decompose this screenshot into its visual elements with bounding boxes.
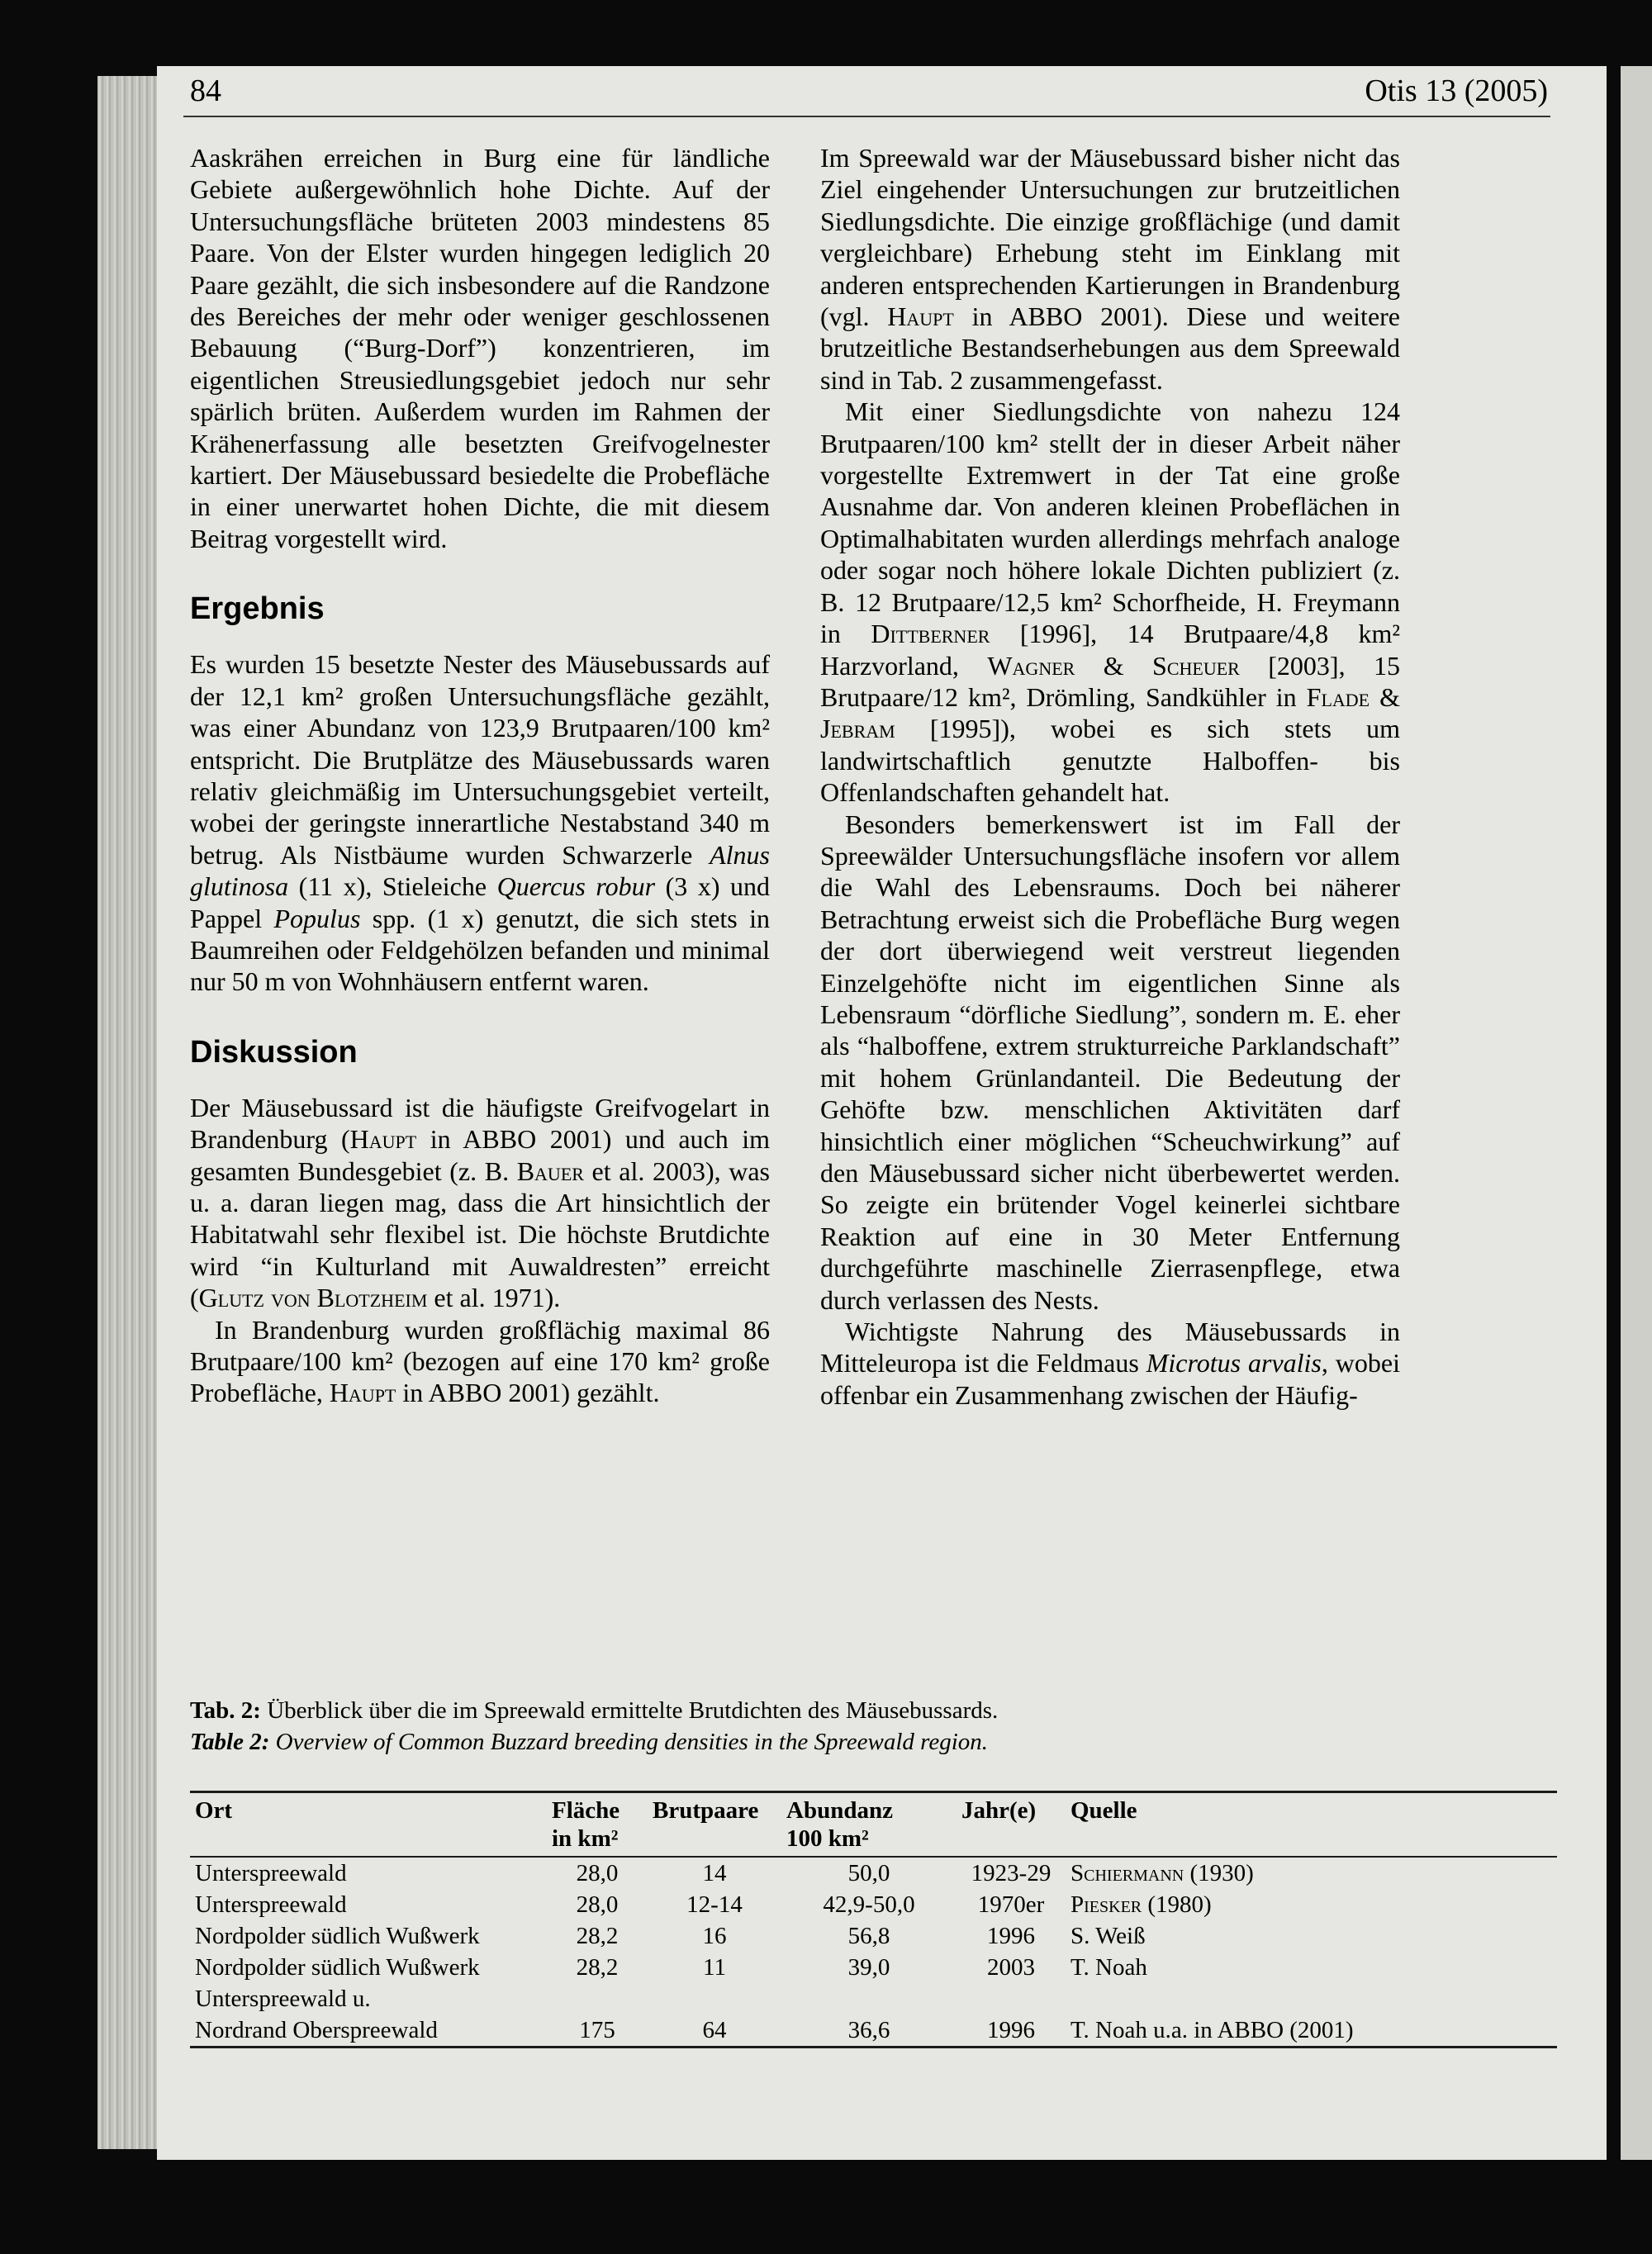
header-ort: Ort [195, 1797, 233, 1824]
cell-quelle: T. Noah [1070, 1954, 1147, 1981]
author-wagner-scheuer: Wagner & Scheuer [987, 650, 1240, 681]
author-haupt: Haupt [887, 301, 954, 332]
author-flade-jebram: Flade & Jebram [820, 681, 1401, 744]
table-header-row [190, 1792, 1557, 1858]
cell-brutpaare: 16 [702, 1923, 727, 1949]
cell-abundanz: 56,8 [847, 1923, 890, 1949]
paragraph-diskussion-2: In Brandenburg wurden großflächig maximal 86 Brutpaare/100 km² (bezogen auf eine 170 km² große Probefläche, Haupt in ABBO 2001) gezählt. [190, 1314, 770, 1408]
breeding-density-table [190, 1791, 1557, 2048]
table-caption [190, 1695, 1557, 1758]
paragraph-nahrung: Wichtigste Nahrung des Mäusebussards in Mitteleuropa ist die Feldmaus Microtus arvalis, wobei offenbar ein Zusammenhang zwischen der Häufig- [820, 1317, 1401, 1410]
right-column [820, 142, 1400, 1411]
header-rule [183, 116, 1550, 117]
header-brutpaare: Brutpaare [653, 1797, 759, 1824]
author-bauer: Bauer [516, 1155, 584, 1186]
cell-brutpaare: 11 [703, 1954, 726, 1981]
cell-quelle [1066, 1983, 1557, 2014]
cell-jahr: 2003 [987, 1954, 1035, 1981]
cell-jahr: 1923-29 [971, 1860, 1051, 1886]
cell-jahr: 1970er [977, 1891, 1045, 1918]
cell-brutpaare: 64 [702, 2017, 727, 2043]
table-row [190, 1920, 1557, 1952]
cell-flaeche: 28,0 [576, 1891, 619, 1918]
cell-brutpaare: 14 [702, 1860, 727, 1886]
cell-ort: Nordpolder südlich Wußwerk [195, 1923, 480, 1949]
paragraph-extremwert: Mit einer Siedlungsdichte von nahezu 124 Brutpaaren/100 km² stellt der in dieser Arbeit näher vorgestellte Extremwert in der Tat eine große Ausnahme dar. Von anderen kleinen Probeflächen in Optimalhabitaten wurden allerdings mehrfach analoge oder sogar noch höhere lokale Dichten publiziert (z. B. 12 Brutpaare/12,5 km² Schorfheide, H. Freymann in Dittberner [1996], 14 Brutpaare/4,8 km² Harzvorland, Wagner & Scheuer [2003], 15 Brutpaare/12 km², Drömling, Sandkühler in Flade & Jebram [1995]), wobei es sich stets um landwirtschaftlich genutzte Halboffen- bis Offenlandschaften gehandelt hat. [820, 396, 1401, 808]
cell-flaeche [547, 1983, 648, 2014]
cell-abundanz: 50,0 [847, 1860, 890, 1886]
cell-flaeche: 28,0 [576, 1860, 619, 1886]
cell-jahr: 1996 [987, 2017, 1035, 2043]
cell-ort: Nordrand Oberspreewald [195, 2017, 438, 2043]
cell-brutpaare: 12-14 [686, 1891, 743, 1918]
species-alnus: Alnus glutinosa [190, 839, 770, 902]
species-microtus: Microtus arvalis [1146, 1348, 1322, 1378]
author-haupt: Haupt [349, 1124, 417, 1155]
cell-flaeche: 28,2 [576, 1923, 619, 1949]
table-row [190, 2014, 1557, 2048]
journal-citation: Otis 13 (2005) [1365, 74, 1548, 108]
cell-flaeche: 28,2 [576, 1954, 619, 1981]
table-row [190, 1857, 1557, 1889]
paragraph-diskussion-1: Der Mäusebussard ist die häufigste Greifvogelart in Brandenburg (Haupt in ABBO 2001) und auch im gesamten Bundesgebiet (z. B. Bauer et al. 2003), was u. a. daran liegen mag, dass die Art hinsichtlich der Habitatwahl sehr flexibel ist. Die höchste Brutdichte wird “in Kulturland mit Auwaldresten” erreicht (Glutz von Blotzheim et al. 1971). [190, 1092, 771, 1313]
heading-diskussion: Diskussion [190, 1034, 358, 1070]
header-flaeche: Fläche in km² [552, 1797, 620, 1852]
cell-brutpaare [648, 1983, 781, 2014]
species-quercus: Quercus robur [496, 871, 656, 902]
page-number: 84 [190, 74, 221, 108]
cell-quelle: Schiermann (1930) [1070, 1860, 1254, 1886]
paragraph-lebensraum: Besonders bemerkenswert ist im Fall der Spreewälder Untersuchungsfläche insofern vor allem die Wahl des Lebensraums. Doch bei näherer Betrachtung erweist sich die Probefläche Burg wegen der dort überwiegend weit verstreut liegenden Einzelgehöfte nicht im eigentlichen Sinne als Lebensraum “dörfliche Siedlung”, sondern m. E. eher als “halboffene, extrem strukturreiche Parklandschaft” mit hohem Grünlandanteil. Die Bedeutung der Gehöfte bzw. menschlichen Aktivitäten darf hinsichtlich einer möglichen “Scheuchwirkung” auf den Mäusebussard sicher nicht überbewertet werden. So zeigte ein brütender Vogel keinerlei sichtbare Reaktion auf eine in 30 Meter Entfernung durchgeführte maschinelle Zierrasenpflege, etwa durch verlassen des Nests. [820, 809, 1400, 1315]
heading-ergebnis: Ergebnis [190, 591, 325, 627]
cell-flaeche: 175 [579, 2017, 615, 2043]
cell-abundanz: 42,9-50,0 [823, 1891, 915, 1918]
cell-jahr: 1996 [987, 1923, 1035, 1949]
caption-german: Tab. 2: Überblick über die im Spreewald ermittelte Brutdichten des Mäusebussards. [190, 1697, 999, 1724]
cell-quelle: T. Noah u.a. in ABBO (2001) [1070, 2017, 1354, 2043]
paragraph-intro: Aaskrähen erreichen in Burg eine für ländliche Gebiete außergewöhnlich hohe Dichte. Auf der Untersuchungsfläche brüteten 2003 mindestens 85 Paare. Von der Elster wurden hingegen lediglich 20 Paare gezählt, die sich insbesondere auf die Randzone des Bereiches der mehr oder weniger geschlossenen Bebauung (“Burg-Dorf”) konzentrieren, im eigentlichen Streusiedlungsgebiet jedoch nur sehr spärlich brüten. Außerdem wurden im Rahmen der Krähenerfassung alle besetzten Greifvogelnester kartiert. Der Mäusebussard besiedelte die Probefläche in einer unerwartet hohen Dichte, die mit diesem Beitrag vorgestellt wird. [190, 143, 770, 553]
table-row [190, 1889, 1557, 1920]
cell-ort: Nordpolder südlich Wußwerk [195, 1954, 480, 1981]
header-quelle: Quelle [1070, 1797, 1137, 1824]
cell-abundanz [781, 1983, 957, 2014]
author-dittberner: Dittberner [871, 619, 990, 649]
cell-abundanz: 36,6 [847, 2017, 890, 2043]
paragraph-ergebnis: Es wurden 15 besetzte Nester des Mäusebussards auf der 12,1 km² großen Untersuchungsfläche gezählt, was einer Abundanz von 123,9 Brutpaaren/100 km² entspricht. Die Brutplätze des Mäusebussards waren relativ gleichmäßig im Untersuchungsgebiet verteilt, wobei der geringste innerartliche Nestabstand 340 m betrug. Als Nistbäume wurden Schwarzerle Alnus glutinosa (11 x), Stieleiche Quercus robur (3 x) und Pappel Populus spp. (1 x) genutzt, die sich stets in Baumreihen oder Feldgehölzen befanden und minimal nur 50 m von Wohnhäusern entfernt waren. [190, 649, 771, 997]
paragraph-spreewald: Im Spreewald war der Mäusebussard bisher nicht das Ziel eingehender Untersuchungen zur brutzeitlichen Siedlungsdichte. Die einzige großflächige (und damit vergleichbare) Erhebung steht im Einklang mit anderen entsprechenden Kartierungen in Brandenburg (vgl. Haupt in ABBO 2001). Diese und weitere brutzeitliche Bestandserhebungen aus dem Spreewald sind in Tab. 2 zusammengefasst. [820, 143, 1401, 395]
author-haupt: Haupt [329, 1378, 396, 1408]
species-populus: Populus [273, 903, 361, 933]
header-abundanz: Abundanz 100 km² [786, 1797, 893, 1852]
cell-ort: Unterspreewald u. [195, 1986, 371, 2012]
cell-quelle: Piesker (1980) [1070, 1891, 1212, 1918]
cell-jahr [957, 1983, 1066, 2014]
author-glutz: Glutz von Blotzheim [198, 1283, 428, 1313]
facing-page-edge [1621, 66, 1652, 2160]
table-row [190, 1983, 1557, 2014]
cell-quelle: S. Weiß [1070, 1923, 1146, 1949]
cell-abundanz: 39,0 [847, 1954, 890, 1981]
cell-ort: Unterspreewald [195, 1891, 347, 1918]
left-column [190, 142, 770, 1409]
header-jahr: Jahr(e) [961, 1797, 1037, 1824]
cell-ort: Unterspreewald [195, 1860, 347, 1886]
caption-english: Table 2: Overview of Common Buzzard breeding densities in the Spreewald region. [190, 1729, 989, 1755]
table-row [190, 1952, 1557, 1983]
